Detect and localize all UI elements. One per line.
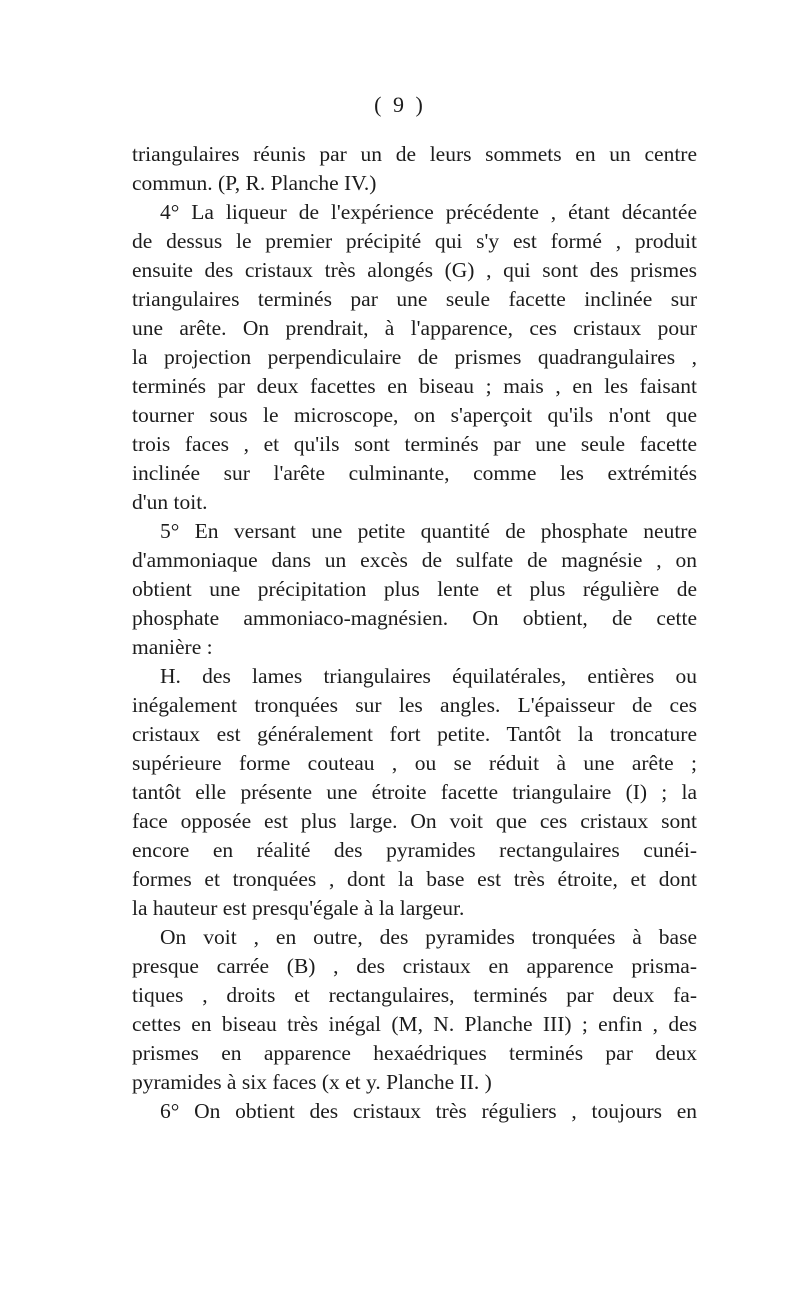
- text-line: inégalement tronquées sur les angles. L'épaisseur de ces: [132, 693, 697, 717]
- text-line: triangulaires réunis par un de leurs sommets en un centre: [132, 142, 697, 166]
- text-line: d'un toit.: [132, 490, 208, 514]
- text-line: phosphate ammoniaco-magnésien. On obtient, de cette: [132, 606, 697, 630]
- text-line: la projection perpendiculaire de prismes quadrangulaires ,: [132, 345, 697, 369]
- text-line: prismes en apparence hexaédriques terminés par deux: [132, 1041, 697, 1065]
- text-line: commun. (P, R. Planche IV.): [132, 171, 377, 195]
- text-line: triangulaires terminés par une seule facette inclinée sur: [132, 287, 697, 311]
- text-line: tantôt elle présente une étroite facette triangulaire (I) ; la: [132, 780, 697, 804]
- text-line: presque carrée (B) , des cristaux en apparence prisma-: [132, 954, 697, 978]
- text-line: d'ammoniaque dans un excès de sulfate de magnésie , on: [132, 548, 697, 572]
- text-line: terminés par deux facettes en biseau ; mais , en les faisant: [132, 374, 697, 398]
- text-line: ensuite des cristaux très alongés (G) , qui sont des prismes: [132, 258, 697, 282]
- text-line: cristaux est généralement fort petite. Tantôt la troncature: [132, 722, 697, 746]
- text-line: de dessus le premier précipité qui s'y est formé , produit: [132, 229, 697, 253]
- text-line: supérieure forme couteau , ou se réduit à une arête ;: [132, 751, 697, 775]
- text-line: la hauteur est presqu'égale à la largeur.: [132, 896, 465, 920]
- paragraph-start-line: On voit , en outre, des pyramides tronquées à base: [160, 925, 697, 949]
- page-number: ( 9 ): [374, 92, 426, 117]
- paragraph-start-line: 4° La liqueur de l'expérience précédente , étant décantée: [160, 200, 697, 224]
- text-line: manière :: [132, 635, 213, 659]
- text-line: encore en réalité des pyramides rectangulaires cunéi-: [132, 838, 697, 862]
- text-line: inclinée sur l'arête culminante, comme les extrémités: [132, 461, 697, 485]
- text-line: pyramides à six faces (x et y. Planche II. ): [132, 1070, 492, 1094]
- text-line: une arête. On prendrait, à l'apparence, ces cristaux pour: [132, 316, 697, 340]
- text-line: trois faces , et qu'ils sont terminés par une seule facette: [132, 432, 697, 456]
- paragraph-start-line: 5° En versant une petite quantité de phosphate neutre: [160, 519, 697, 543]
- text-line: formes et tronquées , dont la base est très étroite, et dont: [132, 867, 697, 891]
- text-line: tourner sous le microscope, on s'aperçoit qu'ils n'ont que: [132, 403, 697, 427]
- text-line: obtient une précipitation plus lente et plus régulière de: [132, 577, 697, 601]
- paragraph-start-line: H. des lames triangulaires équilatérales, entières ou: [160, 664, 697, 688]
- text-line: face opposée est plus large. On voit que ces cristaux sont: [132, 809, 697, 833]
- paragraph-start-line: 6° On obtient des cristaux très réguliers , toujours en: [160, 1099, 697, 1123]
- text-line: cettes en biseau très inégal (M, N. Planche III) ; enfin , des: [132, 1012, 697, 1036]
- text-line: tiques , droits et rectangulaires, terminés par deux fa-: [132, 983, 697, 1007]
